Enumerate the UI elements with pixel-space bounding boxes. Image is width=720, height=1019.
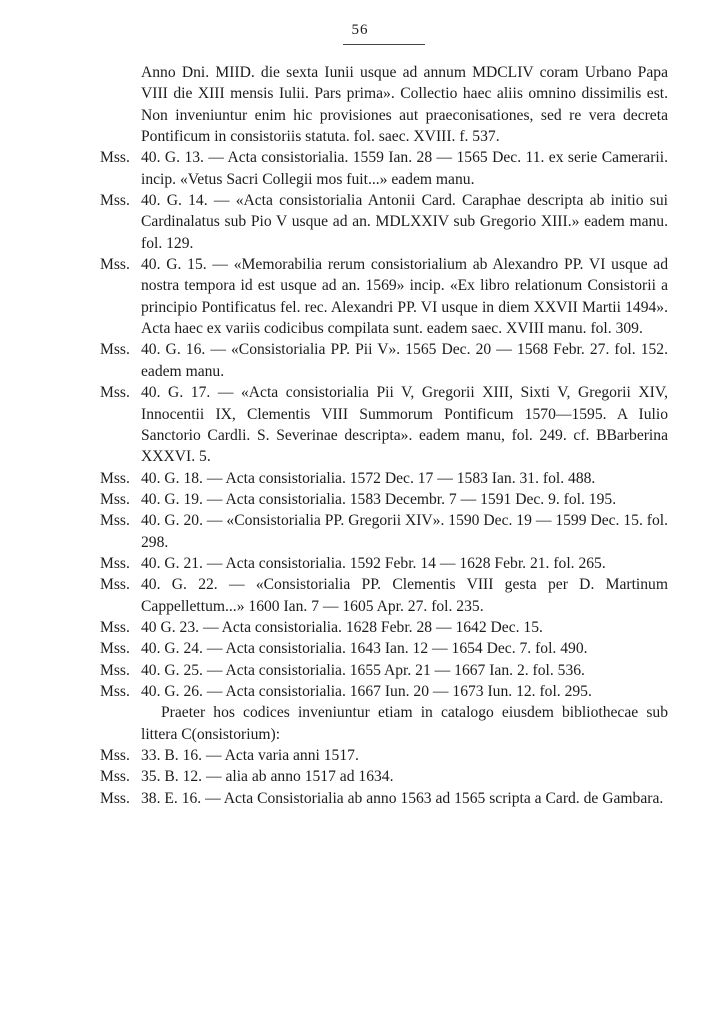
entry-text: 40. G. 16. — «Consistorialia PP. Pii V». 1565 Dec. 20 — 1568 Febr. 27. fol. 152. eadem manu. bbox=[141, 341, 668, 380]
entry-text: 40. G. 17. — «Acta consistorialia Pii V, Gregorii XIII, Sixti V, Gregorii XIV, Innocentii IX, Clementis VIII Summorum Pontificum 1570—1595. A Iulio Sanctorio Cardli. S. Severinae descripta». eadem manu, fol. 249. cf. BBarberina XXXVI. 5. bbox=[141, 384, 668, 466]
entry-text: 40. G. 25. — Acta consistorialia. 1655 Apr. 21 — 1667 Ian. 2. fol. 536. bbox=[141, 661, 585, 679]
page-number-rule bbox=[343, 44, 425, 45]
entry-text: 35. B. 12. — alia ab anno 1517 ad 1634. bbox=[141, 768, 394, 786]
entry-label: Mss. bbox=[100, 554, 130, 572]
entry-label: Mss. bbox=[100, 682, 130, 700]
entry-label: Mss. bbox=[100, 149, 130, 167]
manuscript-entry bbox=[0, 638, 720, 659]
intro-paragraph: Anno Dni. MIID. die sexta Iunii usque ad annum MDCLIV coram Urbano Papa VIII die XIII mensis Iulii. Pars prima». Collectio haec aliis omnino dissimilis est. Non inveniuntur enim hic provisiones aut praeconisationes, sed re vera decreta Pontificum in consistoriis statuta. fol. saec. XVIII. f. 537. bbox=[141, 64, 668, 146]
entry-text: 40. G. 22. — «Consistorialia PP. Clementis VIII gesta per D. Martinum Cappellettum...» 1600 Ian. 7 — 1605 Apr. 27. fol. 235. bbox=[141, 576, 668, 615]
manuscript-entry bbox=[0, 681, 720, 702]
manuscript-entry bbox=[0, 382, 720, 467]
entry-text: 40. G. 14. — «Acta consistorialia Antonii Card. Caraphae descripta ab initio sui Cardinalatus sub Pio V usque ad an. MDLXXIV sub Gregorio XIII.» eadem manu. fol. 129. bbox=[141, 192, 668, 252]
catalog-entry bbox=[0, 766, 720, 787]
manuscript-entry bbox=[0, 468, 720, 489]
manuscript-list bbox=[0, 147, 720, 702]
entry-label: Mss. bbox=[100, 618, 130, 636]
manuscript-entry bbox=[0, 190, 720, 254]
entry-label: Mss. bbox=[100, 747, 130, 764]
catalog-list bbox=[0, 745, 720, 809]
manuscript-entry bbox=[0, 660, 720, 681]
page-body bbox=[0, 62, 720, 809]
catalog-note-paragraph: Praeter hos codices inveniuntur etiam in catalogo eiusdem bibliothecae sub littera C(onsistorium): bbox=[141, 704, 668, 743]
entry-text: 33. B. 16. — Acta varia anni 1517. bbox=[141, 747, 359, 764]
entry-text: 38. E. 16. — Acta Consistorialia ab anno 1563 ad 1565 scripta a Card. de Gambara. bbox=[141, 789, 664, 807]
entry-text: 40. G. 21. — Acta consistorialia. 1592 Febr. 14 — 1628 Febr. 21. fol. 265. bbox=[141, 554, 606, 572]
manuscript-entry bbox=[0, 254, 720, 339]
entry-label: Mss. bbox=[100, 192, 130, 210]
entry-label: Mss. bbox=[100, 384, 130, 402]
entry-label: Mss. bbox=[100, 768, 130, 786]
entry-text: 40. G. 24. — Acta consistorialia. 1643 Ian. 12 — 1654 Dec. 7. fol. 490. bbox=[141, 640, 588, 658]
entry-text: 40. G. 19. — Acta consistorialia. 1583 Decembr. 7 — 1591 Dec. 9. fol. 195. bbox=[141, 490, 617, 508]
entry-label: Mss. bbox=[100, 789, 130, 807]
entry-text: 40. G. 15. — «Memorabilia rerum consistorialium ab Alexandro PP. VI usque ad nostra tempora id est usque ad an. 1569» incip. «Ex libro relationum Consistorii a principio Pontificatus fel. rec. Alexandri PP. VI usque in diem XXVII Martii 1494». Acta haec ex variis codicibus compilata sunt. eadem saec. XVIII manu. fol. 309. bbox=[141, 256, 668, 338]
entry-text: 40. G. 13. — Acta consistorialia. 1559 Ian. 28 — 1565 Dec. 11. ex serie Camerarii. incip. «Vetus Sacri Collegii mos fuit...» eadem manu. bbox=[141, 149, 668, 188]
manuscript-entry bbox=[0, 617, 720, 638]
entry-text: 40. G. 26. — Acta consistorialia. 1667 Iun. 20 — 1673 Iun. 12. fol. 295. bbox=[141, 682, 592, 700]
catalog-entry bbox=[0, 788, 720, 809]
entry-text: 40. G. 18. — Acta consistorialia. 1572 Dec. 17 — 1583 Ian. 31. fol. 488. bbox=[141, 469, 596, 487]
manuscript-entry bbox=[0, 510, 720, 553]
entry-label: Mss. bbox=[100, 512, 130, 530]
entry-text: 40. G. 20. — «Consistorialia PP. Gregorii XIV». 1590 Dec. 19 — 1599 Dec. 15. fol. 298. bbox=[141, 512, 668, 551]
manuscript-entry bbox=[0, 553, 720, 574]
entry-label: Mss. bbox=[100, 341, 130, 359]
manuscript-entry bbox=[0, 147, 720, 190]
entry-label: Mss. bbox=[100, 640, 130, 658]
page-number: 56 bbox=[351, 22, 369, 38]
manuscript-entry bbox=[0, 339, 720, 382]
entry-label: Mss. bbox=[100, 576, 130, 594]
entry-label: Mss. bbox=[100, 661, 130, 679]
entry-text: 40 G. 23. — Acta consistorialia. 1628 Febr. 28 — 1642 Dec. 15. bbox=[141, 618, 543, 636]
entry-label: Mss. bbox=[100, 469, 130, 487]
entry-label: Mss. bbox=[100, 256, 130, 274]
entry-label: Mss. bbox=[100, 490, 130, 508]
manuscript-entry bbox=[0, 489, 720, 510]
manuscript-entry bbox=[0, 574, 720, 617]
catalog-entry bbox=[0, 745, 720, 766]
